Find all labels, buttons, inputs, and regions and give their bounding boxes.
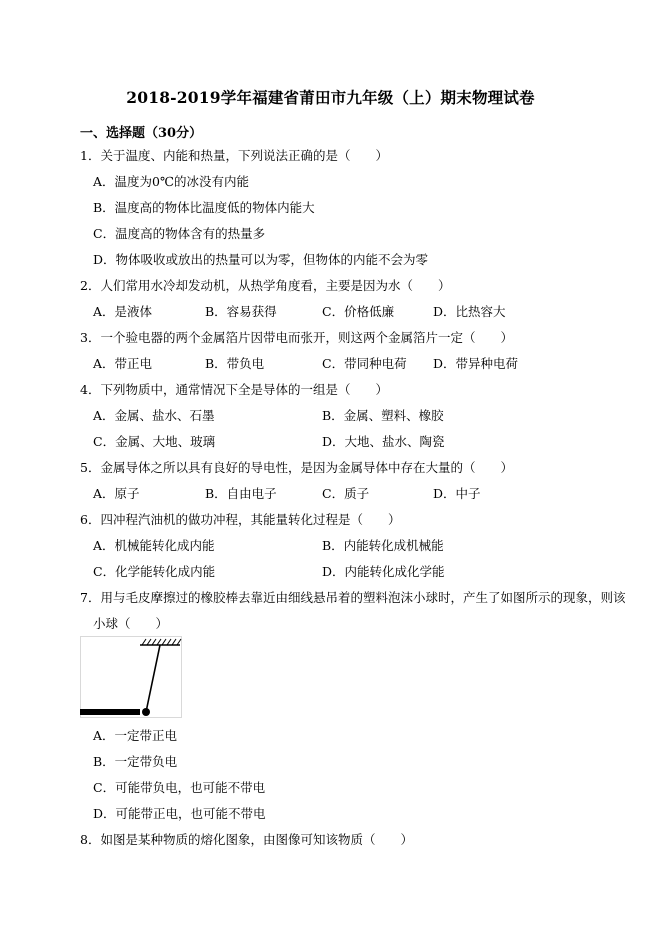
section-heading: 一、选择题（30分） bbox=[80, 126, 203, 141]
question-2-option-b: B．容易获得 bbox=[205, 304, 277, 319]
question-1-option-b: B．温度高的物体比温度低的物体内能大 bbox=[93, 200, 315, 215]
question-5-option-a: A．原子 bbox=[93, 486, 140, 501]
question-6-option-a: A．机械能转化成内能 bbox=[93, 538, 215, 553]
question-2-stem: 2．人们常用水冷却发动机，从热学角度看，主要是因为水（ ） bbox=[80, 278, 451, 293]
question-7-option-a: A．一定带正电 bbox=[93, 728, 178, 743]
question-6-option-b: B．内能转化成机械能 bbox=[322, 538, 444, 553]
question-4-option-c: C．金属、大地、玻璃 bbox=[93, 434, 216, 449]
question-4-option-b: B．金属、塑料、橡胶 bbox=[322, 408, 444, 423]
question-3-option-c: C．带同种电荷 bbox=[322, 356, 407, 371]
question-2-option-c: C．价格低廉 bbox=[322, 304, 395, 319]
question-3-option-b: B．带负电 bbox=[205, 356, 265, 371]
question-7-option-d: D．可能带正电，也可能不带电 bbox=[93, 806, 266, 821]
question-3-option-a: A．带正电 bbox=[93, 356, 153, 371]
question-5-option-c: C．质子 bbox=[322, 486, 370, 501]
question-1-option-c: C．温度高的物体含有的热量多 bbox=[93, 226, 266, 241]
pendulum-figure bbox=[80, 636, 182, 718]
question-6-option-d: D．内能转化成化学能 bbox=[322, 564, 445, 579]
question-1-option-a: A．温度为0℃的冰没有内能 bbox=[93, 174, 249, 189]
question-5-option-d: D．中子 bbox=[433, 486, 481, 501]
question-1-stem: 1．关于温度、内能和热量，下列说法正确的是（ ） bbox=[80, 148, 388, 163]
question-3-option-d: D．带异种电荷 bbox=[433, 356, 519, 371]
question-4-option-d: D．大地、盐水、陶瓷 bbox=[322, 434, 445, 449]
question-4-option-a: A．金属、盐水、石墨 bbox=[93, 408, 215, 423]
foam-ball bbox=[142, 708, 150, 716]
question-2-option-d: D．比热容大 bbox=[433, 304, 506, 319]
question-7-stem: 7．用与毛皮摩擦过的橡胶棒去靠近由细线悬吊着的塑料泡沫小球时，产生了如图所示的现象，则该 bbox=[80, 590, 626, 605]
suspension-thread bbox=[146, 645, 160, 712]
question-5-stem: 5．金属导体之所以具有良好的导电性，是因为金属导体中存在大量的（ ） bbox=[80, 460, 513, 475]
question-4-stem: 4．下列物质中，通常情况下全是导体的一组是（ ） bbox=[80, 382, 388, 397]
question-1-option-d: D．物体吸收或放出的热量可以为零，但物体的内能不会为零 bbox=[93, 252, 429, 267]
question-6-stem: 6．四冲程汽油机的做功冲程，其能量转化过程是（ ） bbox=[80, 512, 401, 527]
rubber-rod bbox=[80, 709, 140, 715]
question-3-stem: 3．一个验电器的两个金属箔片因带电而张开，则这两个金属箔片一定（ ） bbox=[80, 330, 513, 345]
question-7-option-c: C．可能带负电，也可能不带电 bbox=[93, 780, 266, 795]
question-2-option-a: A．是液体 bbox=[93, 304, 153, 319]
question-8-stem: 8．如图是某种物质的熔化图象，由图像可知该物质（ ） bbox=[80, 832, 413, 847]
question-7-option-b: B．一定带负电 bbox=[93, 754, 178, 769]
question-7-stem-continued: 小球（ ） bbox=[93, 616, 169, 631]
ceiling-support bbox=[140, 639, 181, 645]
question-6-option-c: C．化学能转化成内能 bbox=[93, 564, 216, 579]
page-title: 2018-2019学年福建省莆田市九年级（上）期末物理试卷 bbox=[126, 88, 535, 107]
question-5-option-b: B．自由电子 bbox=[205, 486, 277, 501]
